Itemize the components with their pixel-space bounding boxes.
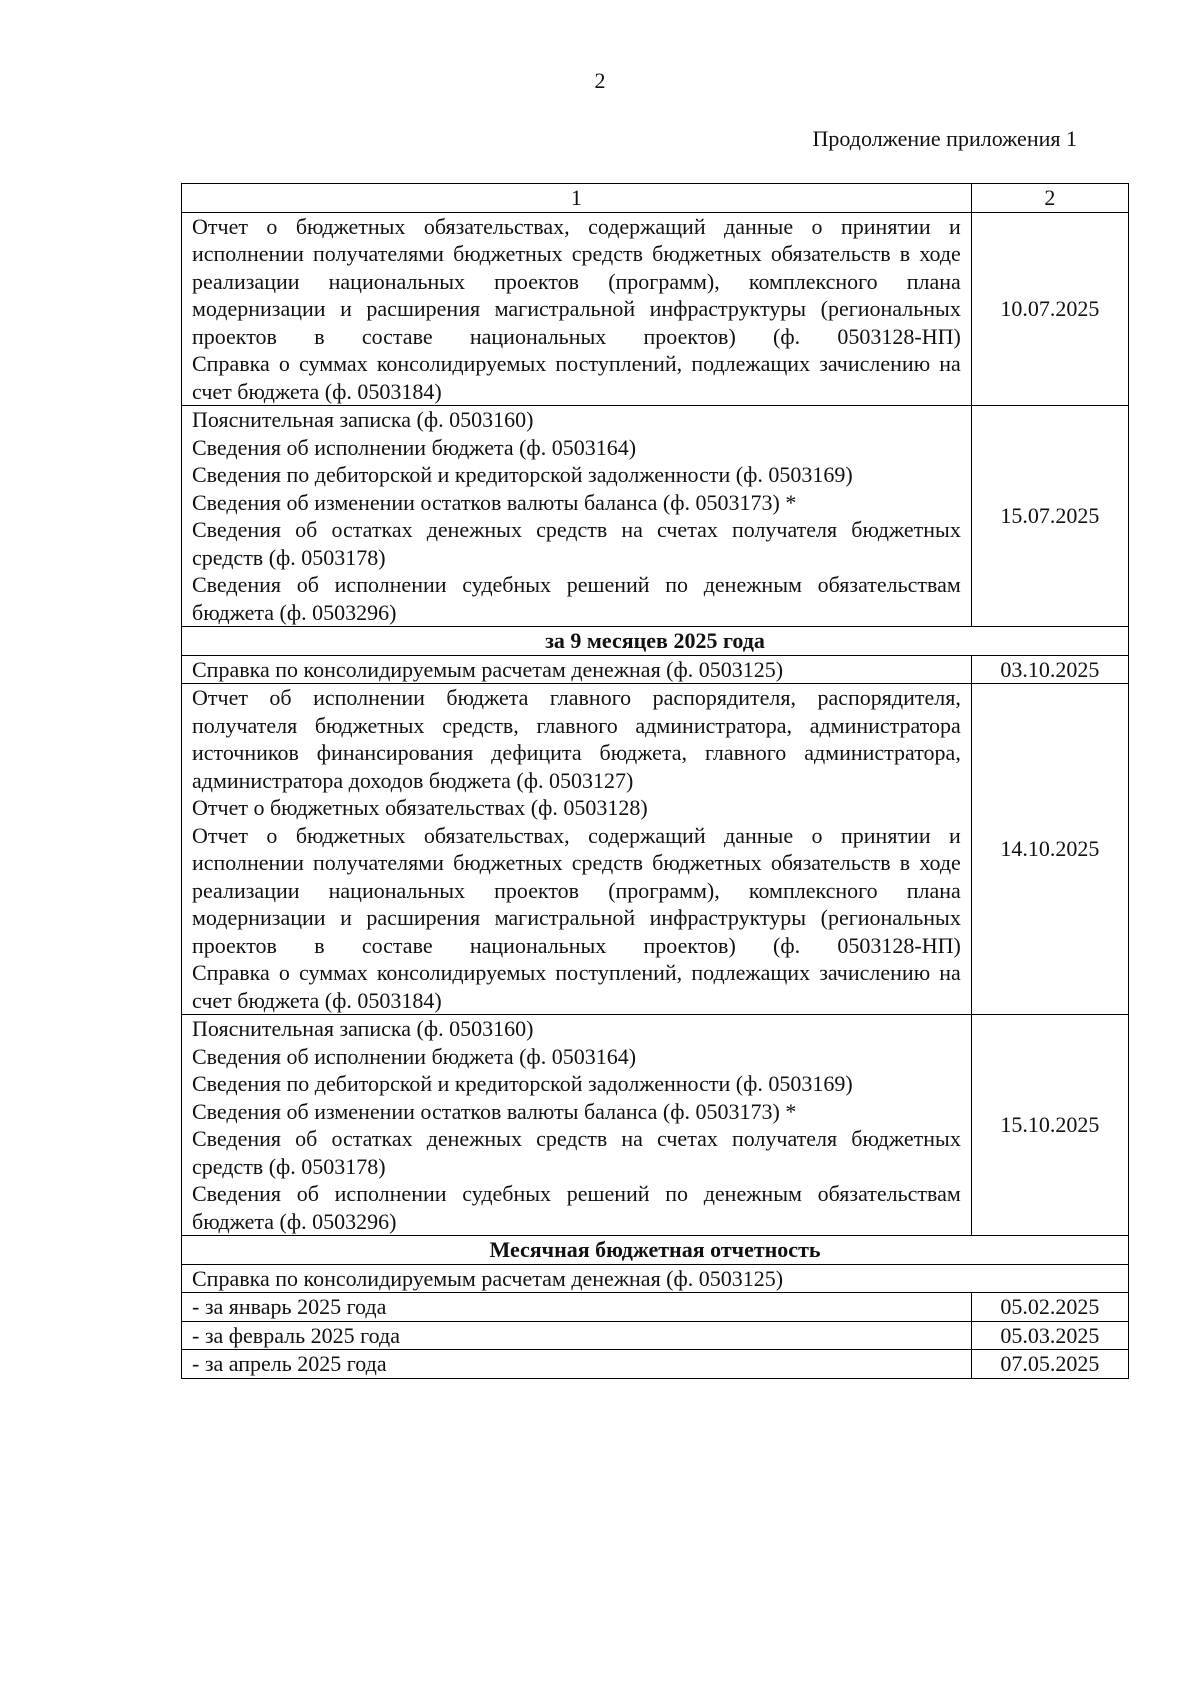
table-row	[182, 406, 1129, 627]
form-item: Сведения об исполнении бюджета (ф. 0503164)	[192, 434, 637, 460]
form-item: Сведения об исполнении судебных решений по денежным обязательствам бюджета (ф. 0503296)	[192, 1181, 961, 1234]
monthly-date: 05.02.2025	[971, 1293, 1128, 1322]
row-forms-cell	[182, 684, 972, 1015]
row-forms-cell	[182, 212, 972, 406]
form-item: Пояснительная записка (ф. 0503160)	[192, 1016, 534, 1041]
form-item: Справка о суммах консолидируемых поступлений, подлежащих зачислению на счет бюджета (ф. 0503184)	[192, 351, 961, 404]
table-row	[182, 1015, 1129, 1236]
form-item: Сведения об изменении остатков валюты баланса (ф. 0503173) *	[192, 489, 797, 515]
form-item: Сведения по дебиторской и кредиторской задолженности (ф. 0503169)	[192, 462, 853, 487]
table-row	[182, 1321, 1129, 1350]
monthly-title: Справка по консолидируемым расчетам денежная (ф. 0503125)	[182, 1264, 1129, 1293]
section-heading: Месячная бюджетная отчетность	[182, 1236, 1129, 1265]
form-item: Отчет о бюджетных обязательствах (ф. 0503128)	[192, 795, 648, 820]
monthly-title-row	[182, 1264, 1129, 1293]
table-row	[182, 1350, 1129, 1379]
form-item: Сведения по дебиторской и кредиторской задолженности (ф. 0503169)	[192, 1071, 853, 1096]
row-date: 14.10.2025	[971, 684, 1128, 1015]
continuation-title: Продолжение приложения 1	[812, 126, 1077, 151]
form-item: Справка по консолидируемым расчетам денежная (ф. 0503125)	[192, 656, 784, 682]
row-forms-cell	[182, 406, 972, 627]
form-item: Отчет о бюджетных обязательствах, содержащий данные о принятии и исполнении получателями бюджетных средств бюджетных обязательств в ходе реализации национальных проектов (программ), комплексного плана модернизации и расширения магистральной инфраструктуры (региональных проектов в составе национальных проектов) (ф. 0503128-НП)	[192, 213, 961, 349]
table-row	[182, 1293, 1129, 1322]
header-col-1: 1	[182, 184, 972, 213]
table-row	[182, 212, 1129, 406]
monthly-period: - за апрель 2025 года	[182, 1350, 972, 1379]
table-row	[182, 684, 1129, 1015]
row-date: 10.07.2025	[971, 212, 1128, 406]
monthly-period: - за январь 2025 года	[182, 1293, 972, 1322]
row-forms-cell	[182, 655, 972, 684]
form-item: Отчет об исполнении бюджета главного распорядителя, распорядителя, получателя бюджетных средств, главного администратора, администратора источников финансирования дефицита бюджета, главного администратора, администратора доходов бюджета (ф. 0503127)	[192, 685, 961, 793]
row-forms-cell	[182, 1015, 972, 1236]
form-item: Сведения об исполнении судебных решений по денежным обязательствам бюджета (ф. 0503296)	[192, 572, 961, 625]
monthly-date: 07.05.2025	[971, 1350, 1128, 1379]
monthly-period: - за февраль 2025 года	[182, 1321, 972, 1350]
header-col-2: 2	[971, 184, 1128, 213]
schedule-table	[181, 183, 1129, 1379]
form-item: Сведения об остатках денежных средств на счетах получателя бюджетных средств (ф. 0503178)	[192, 1126, 961, 1179]
form-item: Сведения об остатках денежных средств на счетах получателя бюджетных средств (ф. 0503178)	[192, 517, 961, 570]
section-row-monthly	[182, 1236, 1129, 1265]
form-item: Сведения об исполнении бюджета (ф. 0503164)	[192, 1043, 637, 1069]
section-row-9-months	[182, 627, 1129, 656]
page-number: 2	[594, 68, 606, 93]
row-date: 15.07.2025	[971, 406, 1128, 627]
monthly-date: 05.03.2025	[971, 1321, 1128, 1350]
form-item: Пояснительная записка (ф. 0503160)	[192, 407, 534, 432]
row-date: 03.10.2025	[971, 655, 1128, 684]
table-header-row	[182, 184, 1129, 213]
form-item: Сведения об изменении остатков валюты баланса (ф. 0503173) *	[192, 1098, 797, 1124]
section-heading: за 9 месяцев 2025 года	[182, 627, 1129, 656]
form-item: Отчет о бюджетных обязательствах, содержащий данные о принятии и исполнении получателями бюджетных средств бюджетных обязательств в ходе реализации национальных проектов (программ), комплексного плана модернизации и расширения магистральной инфраструктуры (региональных проектов в составе национальных проектов) (ф. 0503128-НП)	[192, 822, 961, 958]
row-date: 15.10.2025	[971, 1015, 1128, 1236]
form-item: Справка о суммах консолидируемых поступлений, подлежащих зачислению на счет бюджета (ф. 0503184)	[192, 960, 961, 1013]
table-row	[182, 655, 1129, 684]
